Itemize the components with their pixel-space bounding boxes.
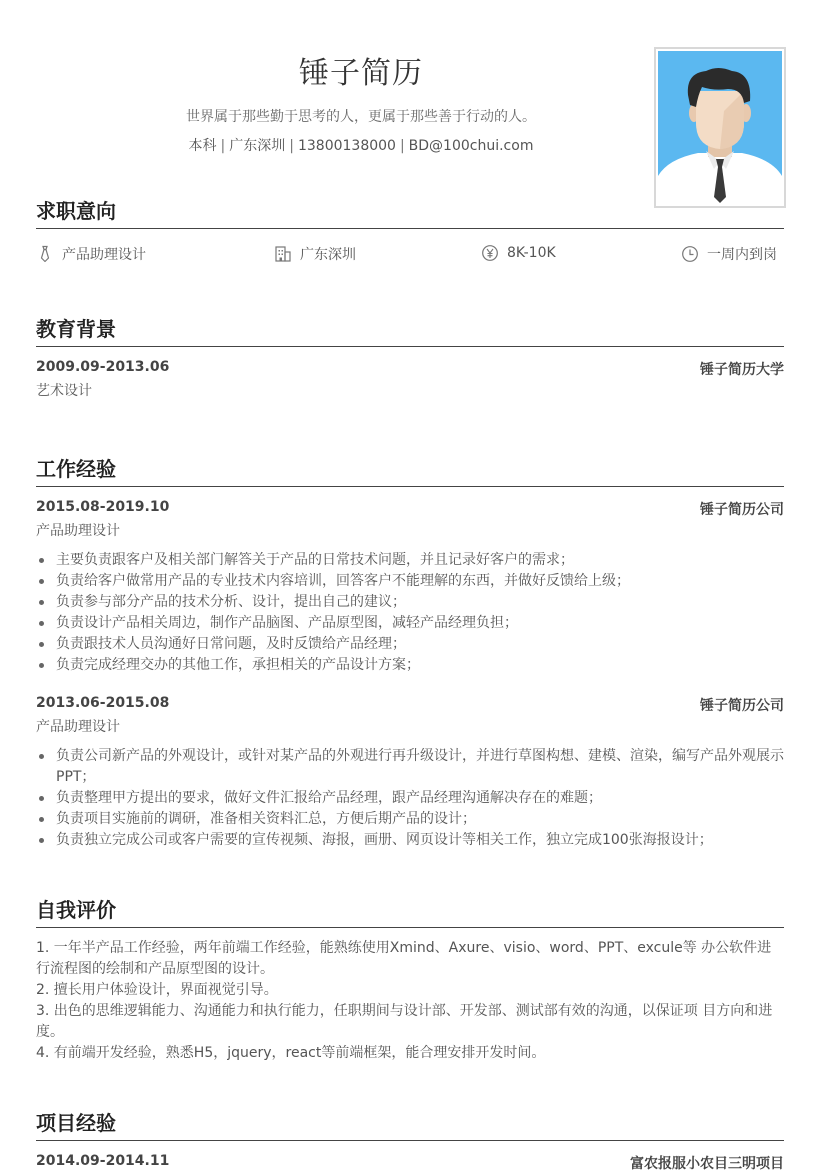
list-item: 负责完成经理交办的其他工作，承担相关的产品设计方案； xyxy=(36,655,784,676)
section-title-work: 工作经验 xyxy=(36,457,116,481)
project-name: 富农报服小农目三明项目 xyxy=(630,1156,784,1172)
list-item: 负责设计产品相关周边，制作产品脑图、产品原型图，减轻产品经理负担； xyxy=(36,613,784,634)
section-title-self-eval: 自我评价 xyxy=(36,898,116,922)
job-role: 产品助理设计 xyxy=(36,523,120,539)
education-school: 锤子简历大学 xyxy=(700,362,784,378)
job-duties xyxy=(36,550,784,676)
contact-line xyxy=(0,135,722,155)
separator: | xyxy=(399,138,405,154)
separator: | xyxy=(289,138,294,154)
job-company: 锤子简历公司 xyxy=(700,502,784,518)
self-eval-line: 1. 一年半产品工作经验，两年前端工作经验，能熟练使用Xmind、Axure、visio、word、PPT、excule等 办公软件进行流程图的绘制和产品原型图的设计。 xyxy=(36,940,772,977)
yen-icon xyxy=(481,244,499,262)
project-date: 2014.09-2014.11 xyxy=(36,1153,170,1169)
separator: | xyxy=(220,138,226,154)
resume-name: 锤子简历 xyxy=(299,56,423,91)
list-item: 负责整理甲方提出的要求，做好文件汇报给产品经理，跟产品经理沟通解决存在的难题； xyxy=(36,788,784,809)
contact-phone: 13800138000 xyxy=(297,138,396,154)
section-title-projects: 项目经验 xyxy=(36,1111,116,1135)
self-eval-line: 2. 擅长用户体验设计，界面视觉引导。 xyxy=(36,982,278,998)
education-major: 艺术设计 xyxy=(36,383,92,399)
self-eval-text xyxy=(36,938,784,1064)
section-divider xyxy=(36,1140,784,1141)
job-duties xyxy=(36,746,784,851)
tie-icon xyxy=(36,245,54,263)
intent-city-label: 广东深圳 xyxy=(300,247,356,263)
resume-motto: 世界属于那些勤于思考的人，更属于那些善于行动的人。 xyxy=(186,109,536,125)
section-divider xyxy=(36,228,784,229)
list-item: 负责跟技术人员沟通好日常问题，及时反馈给产品经理； xyxy=(36,634,784,655)
job-role: 产品助理设计 xyxy=(36,719,120,735)
intent-position-label: 产品助理设计 xyxy=(62,247,146,263)
section-title-education: 教育背景 xyxy=(36,317,116,341)
list-item: 主要负责跟客户及相关部门解答关于产品的日常技术问题，并且记录好客户的需求； xyxy=(36,550,784,571)
avatar xyxy=(654,47,786,208)
contact-city: 广东深圳 xyxy=(229,138,286,154)
clock-icon xyxy=(681,245,699,263)
contact-degree: 本科 xyxy=(188,138,217,154)
education-date: 2009.09-2013.06 xyxy=(36,359,170,375)
list-item: 负责独立完成公司或客户需要的宣传视频、海报，画册、网页设计等相关工作，独立完成100张海报设计； xyxy=(36,830,784,851)
intent-availability xyxy=(681,244,777,264)
section-divider xyxy=(36,486,784,487)
list-item: 负责参与部分产品的技术分析、设计，提出自己的建议； xyxy=(36,592,784,613)
intent-city xyxy=(274,244,356,264)
job-company: 锤子简历公司 xyxy=(700,698,784,714)
contact-email: BD@100chui.com xyxy=(408,138,534,154)
list-item: 负责给客户做常用产品的专业技术内容培训，回答客户不能理解的东西，并做好反馈给上级； xyxy=(36,571,784,592)
self-eval-line: 3. 出色的思维逻辑能力、沟通能力和执行能力，任职期间与设计部、开发部、测试部有效的沟通，以保证项 目方向和进度。 xyxy=(36,1003,773,1040)
section-divider xyxy=(36,927,784,928)
intent-row xyxy=(36,244,784,266)
self-eval-line: 4. 有前端开发经验，熟悉H5，jquery，react等前端框架，能合理安排开发时间。 xyxy=(36,1045,546,1061)
intent-position xyxy=(36,244,146,264)
job-date: 2013.06-2015.08 xyxy=(36,695,170,711)
list-item: 负责项目实施前的调研，准备相关资料汇总，方便后期产品的设计； xyxy=(36,809,784,830)
section-divider xyxy=(36,346,784,347)
avatar-illustration xyxy=(658,51,782,204)
list-item: 负责公司新产品的外观设计，或针对某产品的外观进行再升级设计，并进行草图构想、建模、渲染，编写产品外观展示PPT； xyxy=(36,746,784,788)
intent-availability-label: 一周内到岗 xyxy=(707,247,777,263)
intent-salary-label: 8K-10K xyxy=(507,245,556,261)
job-date: 2015.08-2019.10 xyxy=(36,499,170,515)
section-title-intent: 求职意向 xyxy=(36,199,116,223)
intent-salary xyxy=(481,244,556,262)
building-icon xyxy=(274,245,292,263)
